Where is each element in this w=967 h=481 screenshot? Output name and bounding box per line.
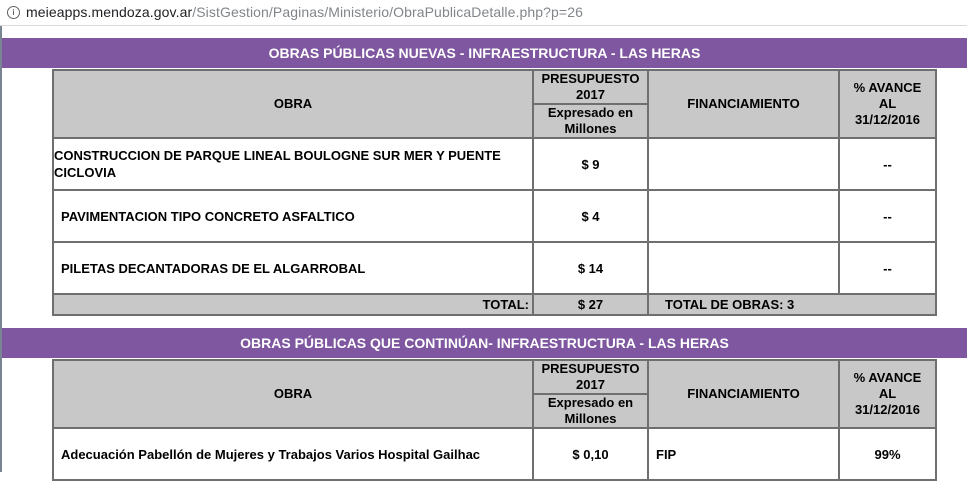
total-value: $ 27 [533,294,648,315]
col-header-presupuesto: PRESUPUESTO 2017 [533,70,648,104]
total-obras: TOTAL DE OBRAS: 3 [648,294,936,315]
row-avance: -- [839,138,936,190]
row-avance: -- [839,190,936,242]
table-row [53,190,936,242]
url-text[interactable] [26,4,583,20]
row-presupuesto: $ 4 [533,190,648,242]
address-bar[interactable] [0,0,967,26]
col-header-financiamiento: FINANCIAMIENTO [648,360,839,428]
url-path: /SistGestion/Paginas/Ministerio/ObraPublicaDetalle.php?p=26 [192,4,583,20]
total-label: TOTAL: [53,294,533,315]
section-title-continuan: OBRAS PÚBLICAS QUE CONTINÚAN- INFRAESTRUCTURA - LAS HERAS [2,328,967,358]
col-header-presupuesto: PRESUPUESTO 2017 [533,360,648,394]
row-financiamiento [648,190,839,242]
total-row [53,294,936,315]
row-presupuesto: $ 9 [533,138,648,190]
row-financiamiento [648,242,839,294]
row-avance: -- [839,242,936,294]
row-presupuesto: $ 0,10 [533,428,648,480]
info-icon[interactable]: i [7,6,20,19]
table-row [53,138,936,190]
row-obra: CONSTRUCCION DE PARQUE LINEAL BOULOGNE SUR MER Y PUENTE CICLOVIA [53,138,533,190]
col-header-presupuesto-unit: Expresado en Millones [533,104,648,138]
table-obras-nuevas [52,69,937,316]
col-header-presupuesto-unit: Expresado en Millones [533,394,648,428]
col-header-avance: % AVANCE AL 31/12/2016 [839,360,936,428]
row-obra: PILETAS DECANTADORAS DE EL ALGARROBAL [53,242,533,294]
row-financiamiento [648,138,839,190]
col-header-financiamiento: FINANCIAMIENTO [648,70,839,138]
row-financiamiento: FIP [648,428,839,480]
col-header-obra: OBRA [53,360,533,428]
table-row [53,428,936,480]
row-avance: 99% [839,428,936,480]
row-presupuesto: $ 14 [533,242,648,294]
table-row [53,242,936,294]
col-header-obra: OBRA [53,70,533,138]
url-host: meieapps.mendoza.gov.ar [26,4,193,20]
section-title-nuevas: OBRAS PÚBLICAS NUEVAS - INFRAESTRUCTURA - LAS HERAS [2,38,967,68]
table-obras-continuan [52,359,937,481]
page-left-edge [0,26,2,472]
row-obra: PAVIMENTACION TIPO CONCRETO ASFALTICO [53,190,533,242]
col-header-avance: % AVANCE AL 31/12/2016 [839,70,936,138]
row-obra: Adecuación Pabellón de Mujeres y Trabajos Varios Hospital Gailhac [53,428,533,480]
